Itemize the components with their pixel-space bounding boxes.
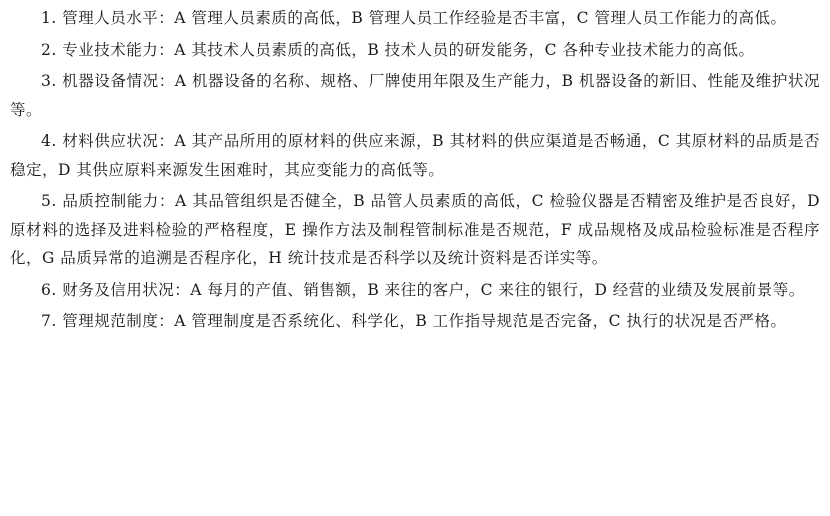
paragraph-equipment-status: 3. 机器设备情况：A 机器设备的名称、规格、厂牌使用年限及生产能力，B 机器设备的新旧、性能及维护状况等。 xyxy=(10,72,820,119)
paragraph-finance-credit: 6. 财务及信用状况：A 每月的产值、销售额，B 来往的客户，C 来往的银行，D 经营的业绩及发展前景等。 xyxy=(41,280,805,299)
paragraph-management-level: 1. 管理人员水平：A 管理人员素质的高低，B 管理人员工作经验是否丰富，C 管理人员工作能力的高低。 xyxy=(41,9,787,27)
paragraph-material-supply: 4. 材料供应状况：A 其产品所用的原材料的供应来源，B 其材料的供应渠道是否畅通，C 其原材料的品质是否稳定，D 其供应原料来源发生困难时，其应变能力的高低等。 xyxy=(10,132,820,179)
paragraph-technical-ability: 2. 专业技术能力：A 其技术人员素质的高低，B 技术人员的研发能务，C 各种专业技术能力的高低。 xyxy=(41,40,755,59)
paragraph-quality-control: 5. 品质控制能力：A 其品管组织是否健全，B 品管人员素质的高低，C 检验仪器是否精密及维护是否良好，D 原材料的选择及进料检验的严格程度，E 操作方法及制程管制标准是否规范，F 成品规格及成品检验标准是否程序化，G 品质异常的追溯是否程序化，H 统计技朮是否科学以及统计资料是否详实等。 xyxy=(10,192,820,267)
paragraph-management-rules: 7. 管理规范制度：A 管理制度是否系统化、科学化，B 工作指导规范是否完备，C 执行的状况是否严格。 xyxy=(41,312,787,330)
